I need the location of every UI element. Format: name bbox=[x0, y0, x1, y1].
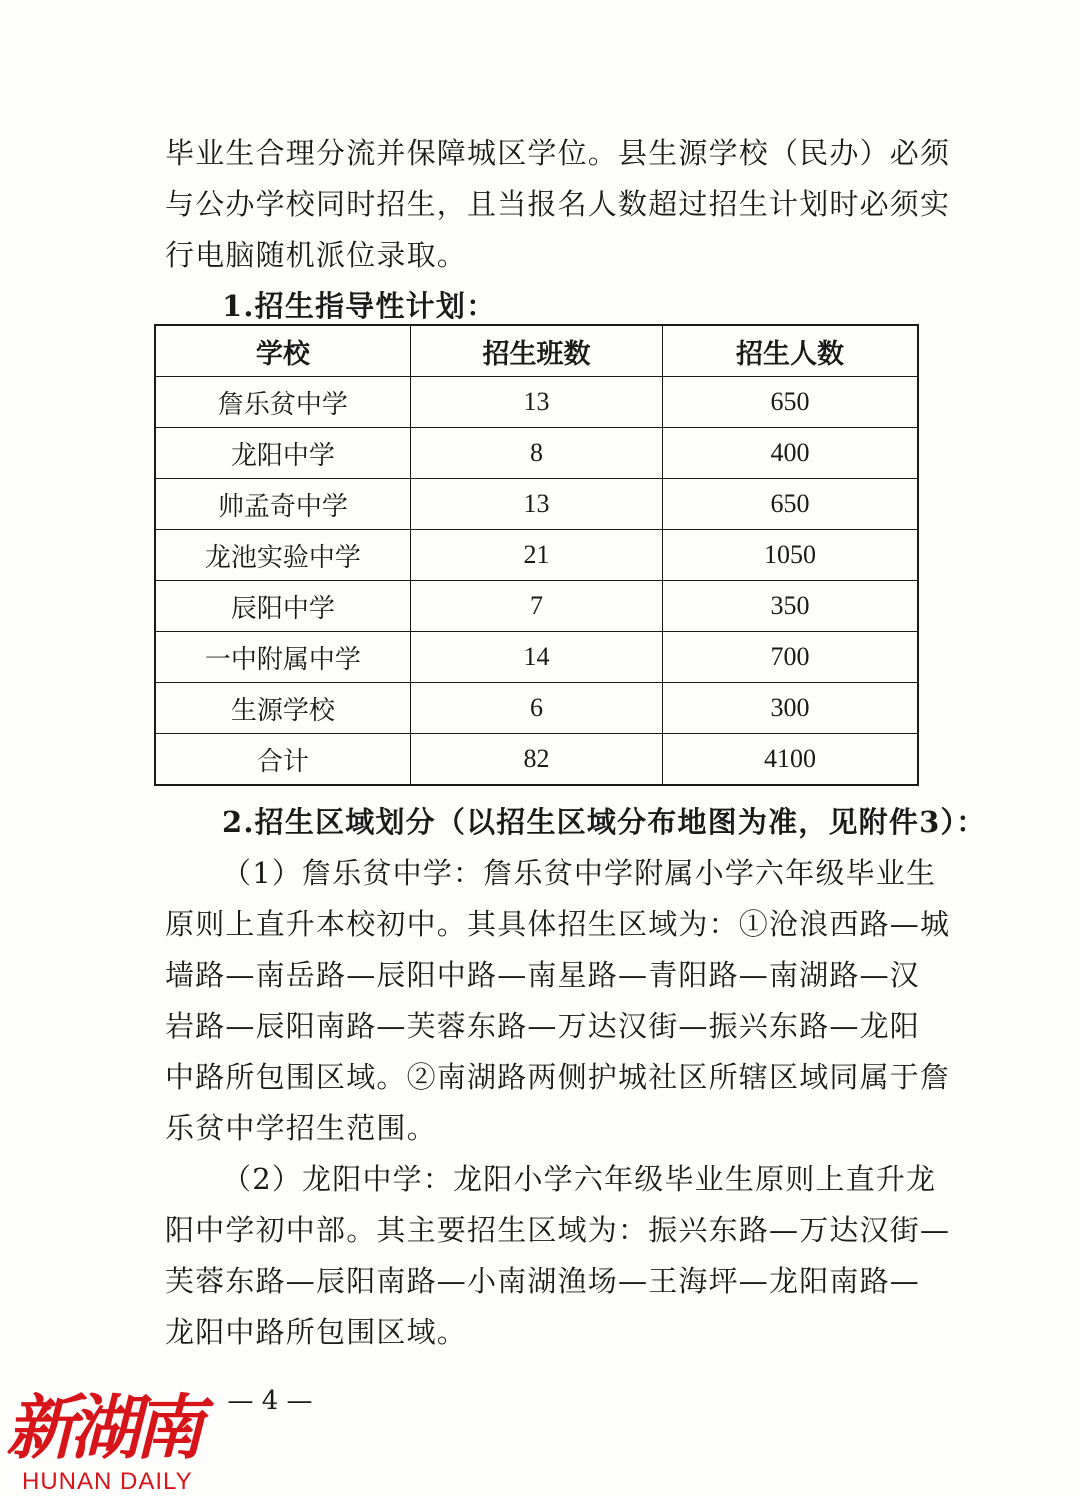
intro-line-2: 与公办学校同时招生，且当报名人数超过招生计划时必须实 bbox=[165, 187, 951, 221]
table-row bbox=[155, 479, 918, 530]
intro-line-3: 行电脑随机派位录取。 bbox=[165, 238, 468, 272]
item1-line-6: 乐贫中学招生范围。 bbox=[165, 1111, 437, 1145]
school-name: 龙阳中学 bbox=[155, 428, 410, 479]
school-name: 生源学校 bbox=[155, 683, 410, 734]
school-name: 帅孟奇中学 bbox=[155, 479, 410, 530]
class-count: 13 bbox=[410, 377, 662, 428]
intro-line-1: 毕业生合理分流并保障城区学位。县生源学校（民办）必须 bbox=[165, 136, 951, 170]
student-count: 350 bbox=[663, 581, 918, 632]
table-row bbox=[155, 683, 918, 734]
class-count: 21 bbox=[410, 530, 662, 581]
item1-line-3: 墙路—南岳路—辰阳中路—南星路—青阳路—南湖路—汉 bbox=[165, 958, 921, 992]
table-header-row bbox=[155, 325, 918, 377]
student-count: 650 bbox=[663, 377, 918, 428]
header-student-count: 招生人数 bbox=[663, 325, 918, 377]
header-school: 学校 bbox=[155, 325, 410, 377]
page-number: — 4 — bbox=[227, 1386, 313, 1416]
section1-heading: 1.招生指导性计划： bbox=[222, 289, 497, 323]
header-class-count: 招生班数 bbox=[410, 325, 662, 377]
table-row bbox=[155, 428, 918, 479]
total-label: 合计 bbox=[155, 734, 410, 786]
student-count: 300 bbox=[663, 683, 918, 734]
hunan-daily-logo: 新湖南 bbox=[6, 1387, 198, 1469]
class-count: 8 bbox=[410, 428, 662, 479]
item1-line-4: 岩路—辰阳南路—芙蓉东路—万达汉街—振兴东路—龙阳 bbox=[165, 1009, 921, 1043]
table-row bbox=[155, 377, 918, 428]
school-name: 詹乐贫中学 bbox=[155, 377, 410, 428]
school-name: 龙池实验中学 bbox=[155, 530, 410, 581]
table-total-row bbox=[155, 734, 918, 786]
table-row bbox=[155, 530, 918, 581]
item2-line-1: （2）龙阳中学：龙阳小学六年级毕业生原则上直升龙 bbox=[222, 1162, 937, 1196]
student-count: 1050 bbox=[663, 530, 918, 581]
class-count: 14 bbox=[410, 632, 662, 683]
student-count: 650 bbox=[663, 479, 918, 530]
item1-line-5: 中路所包围区域。②南湖路两侧护城社区所辖区域同属于詹 bbox=[165, 1060, 951, 1094]
section2-heading: 2.招生区域划分（以招生区域分布地图为准，见附件3）： bbox=[222, 805, 987, 839]
item2-line-3: 芙蓉东路—辰阳南路—小南湖渔场—王海坪—龙阳南路— bbox=[165, 1264, 921, 1298]
table-row bbox=[155, 581, 918, 632]
class-count: 7 bbox=[410, 581, 662, 632]
school-name: 辰阳中学 bbox=[155, 581, 410, 632]
item2-line-4: 龙阳中路所包围区域。 bbox=[165, 1315, 468, 1349]
student-count: 400 bbox=[663, 428, 918, 479]
hunan-daily-logo-text: HUNAN DAILY bbox=[22, 1468, 193, 1495]
total-class-count: 82 bbox=[410, 734, 662, 786]
class-count: 6 bbox=[410, 683, 662, 734]
total-student-count: 4100 bbox=[663, 734, 918, 786]
enrollment-plan-table bbox=[154, 324, 919, 786]
table-row bbox=[155, 632, 918, 683]
item1-line-2: 原则上直升本校初中。其具体招生区域为：①沧浪西路—城 bbox=[165, 907, 951, 941]
class-count: 13 bbox=[410, 479, 662, 530]
item2-line-2: 阳中学初中部。其主要招生区域为：振兴东路—万达汉街— bbox=[165, 1213, 951, 1247]
item1-line-1: （1）詹乐贫中学：詹乐贫中学附属小学六年级毕业生 bbox=[222, 856, 937, 890]
student-count: 700 bbox=[663, 632, 918, 683]
school-name: 一中附属中学 bbox=[155, 632, 410, 683]
